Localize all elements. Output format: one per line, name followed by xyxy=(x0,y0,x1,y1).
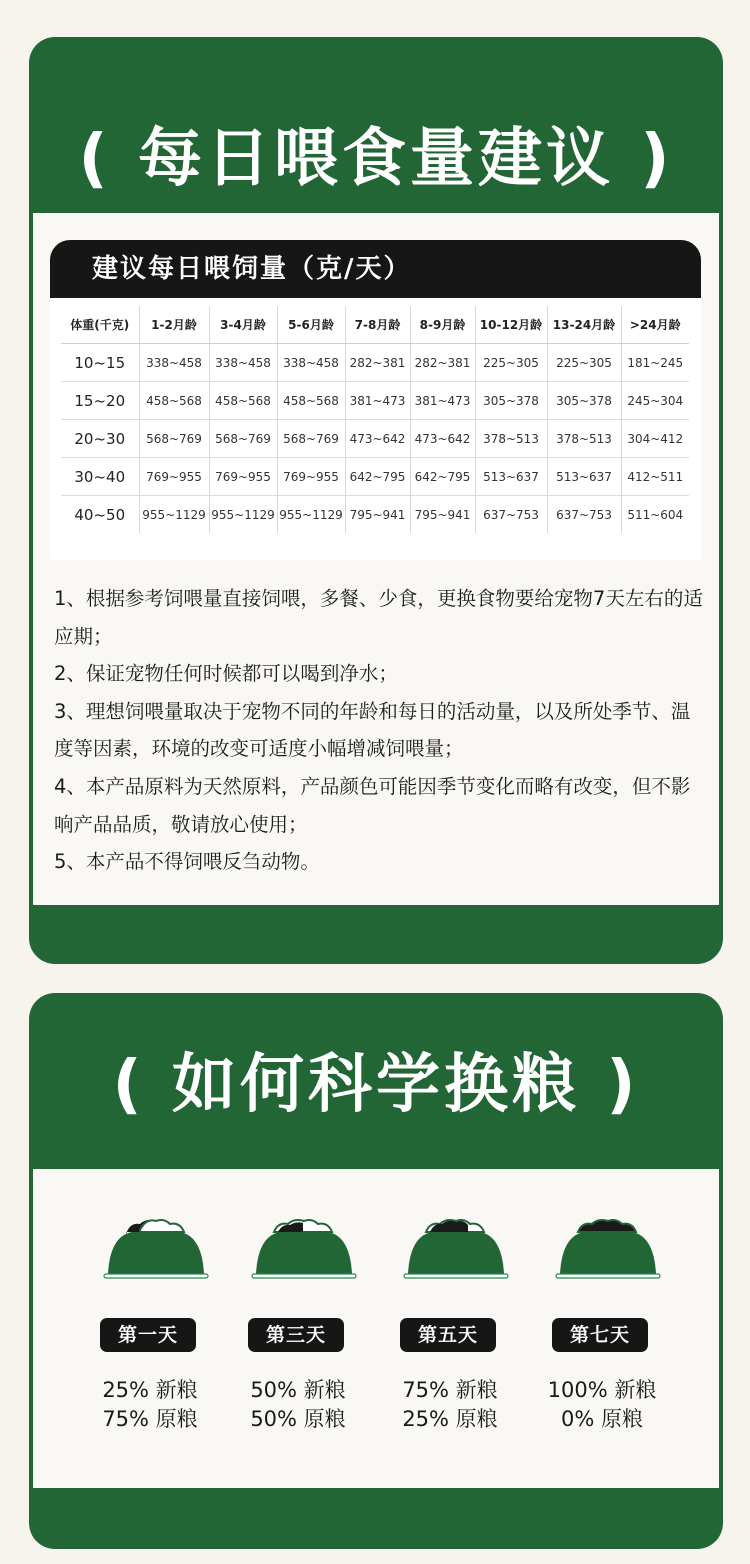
table-cell: 795~941 xyxy=(410,496,475,534)
food-transition-card xyxy=(29,993,723,1549)
weight-cell: 30~40 xyxy=(61,458,139,496)
table-cell: 458~568 xyxy=(277,382,345,420)
table-header-cell: 3-4月龄 xyxy=(209,306,277,344)
table-header-cell: 1-2月龄 xyxy=(139,306,209,344)
table-cell: 637~753 xyxy=(475,496,547,534)
weight-cell: 15~20 xyxy=(61,382,139,420)
table-cell: 769~955 xyxy=(209,458,277,496)
table-cell: 378~513 xyxy=(475,420,547,458)
note-item: 5、本产品不得饲喂反刍动物。 xyxy=(54,850,320,874)
table-cell: 225~305 xyxy=(475,344,547,382)
table-row xyxy=(61,496,689,534)
note-item: 3、理想饲喂量取决于宠物不同的年龄和每日的活动量，以及所处季节、温度等因素，环境的改变可适度小幅增减饲喂量； xyxy=(54,699,691,761)
note-item: 1、根据参考饲喂量直接饲喂，多餐、少食，更换食物要给宠物7天左右的适应期； xyxy=(54,587,703,648)
day-step-1 xyxy=(70,1169,220,1488)
note-item: 2、保证宠物任何时候都可以喝到净水； xyxy=(54,662,398,686)
day-label: 第三天 xyxy=(248,1318,344,1352)
food-bowl-icon xyxy=(400,1214,512,1284)
table-cell: 245~304 xyxy=(621,382,689,420)
weight-cell: 10~15 xyxy=(61,344,139,382)
table-cell: 769~955 xyxy=(277,458,345,496)
day-label: 第一天 xyxy=(100,1318,196,1352)
table-cell: 513~637 xyxy=(475,458,547,496)
section-title-daily-feeding: ( 每日喂食量建议 ) xyxy=(78,122,674,196)
table-header-cell: 13-24月龄 xyxy=(547,306,621,344)
feeding-table xyxy=(61,306,689,533)
old-food-ratio: 0% 原粮 xyxy=(561,1407,643,1431)
table-cell: 795~941 xyxy=(345,496,410,534)
day-step-5 xyxy=(370,1169,520,1488)
new-food-ratio: 75% 新粮 xyxy=(402,1378,498,1402)
table-header-cell: >24月龄 xyxy=(621,306,689,344)
table-header-cell: 体重(千克) xyxy=(61,306,139,344)
old-food-ratio: 25% 原粮 xyxy=(402,1407,498,1431)
table-cell: 381~473 xyxy=(345,382,410,420)
old-food-ratio: 50% 原粮 xyxy=(250,1407,346,1431)
table-cell: 955~1129 xyxy=(139,496,209,534)
table-cell: 338~458 xyxy=(209,344,277,382)
day-step-3 xyxy=(218,1169,368,1488)
table-row xyxy=(61,458,689,496)
food-bowl-icon xyxy=(248,1214,360,1284)
old-food-ratio: 75% 原粮 xyxy=(102,1407,198,1431)
section-title-food-transition: ( 如何科学换粮 ) xyxy=(112,1048,640,1122)
table-cell: 637~753 xyxy=(547,496,621,534)
table-header-cell: 7-8月龄 xyxy=(345,306,410,344)
table-cell: 511~604 xyxy=(621,496,689,534)
table-cell: 568~769 xyxy=(277,420,345,458)
table-cell: 282~381 xyxy=(345,344,410,382)
new-food-ratio: 25% 新粮 xyxy=(102,1378,198,1402)
food-bowl-icon xyxy=(552,1214,664,1284)
new-food-ratio: 50% 新粮 xyxy=(250,1378,346,1402)
table-cell: 412~511 xyxy=(621,458,689,496)
table-cell: 282~381 xyxy=(410,344,475,382)
weight-cell: 40~50 xyxy=(74,505,126,524)
feeding-table-wrap xyxy=(50,298,701,560)
table-cell: 304~412 xyxy=(621,420,689,458)
table-cell: 955~1129 xyxy=(277,496,345,534)
table-cell: 458~568 xyxy=(209,382,277,420)
table-cell: 769~955 xyxy=(139,458,209,496)
table-cell: 338~458 xyxy=(277,344,345,382)
table-title: 建议每日喂饲量（克/天） xyxy=(50,240,701,298)
new-food-ratio: 100% 新粮 xyxy=(547,1378,657,1402)
table-cell: 473~642 xyxy=(410,420,475,458)
food-bowl-icon xyxy=(100,1214,212,1284)
feeding-guide-panel xyxy=(33,213,719,905)
table-cell: 642~795 xyxy=(345,458,410,496)
table-cell: 305~378 xyxy=(547,382,621,420)
table-cell: 642~795 xyxy=(410,458,475,496)
table-header-cell: 5-6月龄 xyxy=(277,306,345,344)
food-transition-panel xyxy=(33,1169,719,1488)
day-label: 第五天 xyxy=(400,1318,496,1352)
day-label: 第七天 xyxy=(552,1318,648,1352)
table-cell: 955~1129 xyxy=(209,496,277,534)
table-row xyxy=(61,420,689,458)
weight-cell: 20~30 xyxy=(61,420,139,458)
table-header-cell: 8-9月龄 xyxy=(410,306,475,344)
table-cell: 513~637 xyxy=(547,458,621,496)
table-header-row xyxy=(61,306,689,344)
feeding-notes xyxy=(54,580,704,881)
table-row xyxy=(61,382,689,420)
table-cell: 181~245 xyxy=(621,344,689,382)
note-item: 4、本产品原料为天然原料，产品颜色可能因季节变化而略有改变，但不影响产品品质，敬请放心使用； xyxy=(54,774,691,836)
table-row xyxy=(61,344,689,382)
table-cell: 381~473 xyxy=(410,382,475,420)
table-header-cell: 10-12月龄 xyxy=(475,306,547,344)
table-cell: 225~305 xyxy=(547,344,621,382)
table-cell: 378~513 xyxy=(547,420,621,458)
day-step-7 xyxy=(522,1169,672,1488)
table-cell: 305~378 xyxy=(475,382,547,420)
table-cell: 473~642 xyxy=(345,420,410,458)
table-cell: 568~769 xyxy=(139,420,209,458)
table-cell: 568~769 xyxy=(209,420,277,458)
table-cell: 458~568 xyxy=(139,382,209,420)
table-cell: 338~458 xyxy=(139,344,209,382)
feeding-guide-card xyxy=(29,37,723,964)
